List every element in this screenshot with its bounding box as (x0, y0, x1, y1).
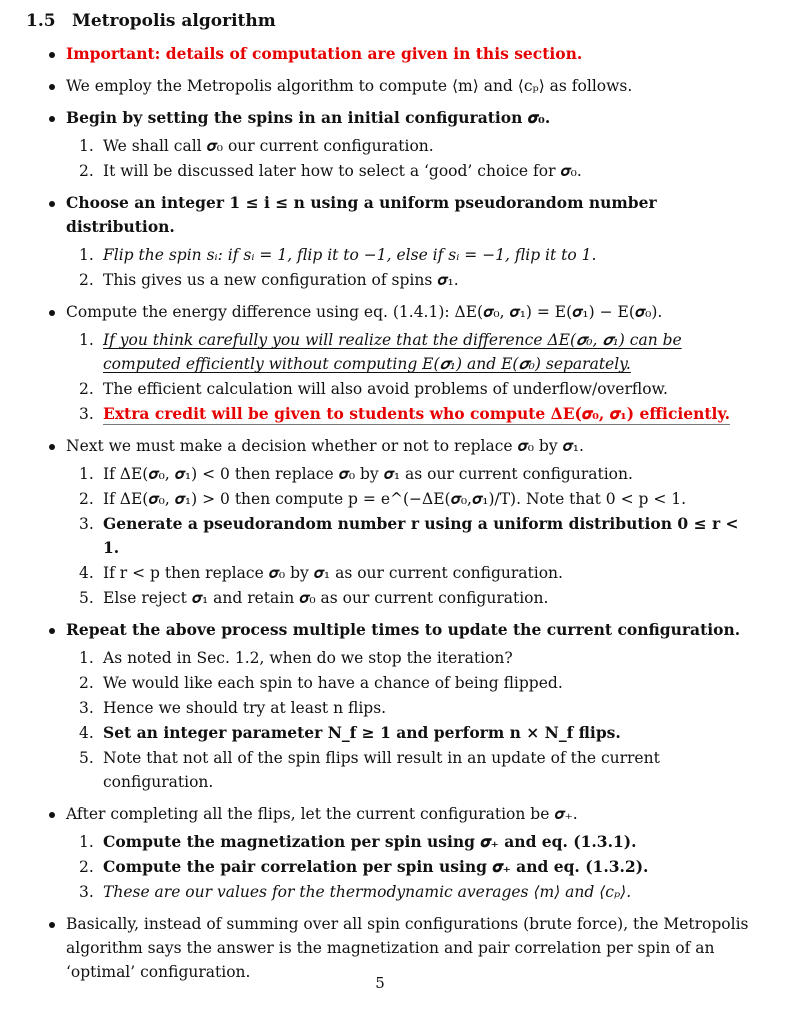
sub-list (66, 243, 756, 292)
sub-list (66, 328, 756, 426)
bullet-list (26, 42, 756, 984)
bullet-text: We employ the Metropolis algorithm to compute ⟨m⟩ and ⟨cₚ⟩ as follows. (66, 77, 633, 95)
list-item: 2. The efficient calculation will also avoid problems of underflow/overflow. (79, 380, 668, 398)
list-item: 4. If r < p then replace 𝝈₀ by 𝝈₁ as our current configuration. (79, 564, 563, 582)
bullet-text: Basically, instead of summing over all spin configurations (brute force), the Metropolis algorithm says the answer is the magnetization and pair correlation per spin of an ‘optimal’ configuration. (66, 915, 749, 981)
list-item: 5. Note that not all of the spin flips will result in an update of the current configuration. (79, 749, 660, 791)
bullet-repeat (26, 618, 756, 794)
document-page (26, 8, 756, 992)
sub-list (66, 646, 756, 794)
list-item: 2. Compute the pair correlation per spin using 𝝈₊ and eq. (1.3.2). (79, 857, 649, 876)
bullet-choose-integer (26, 191, 756, 292)
list-item: 3. Extra credit will be given to students who compute ΔE(𝝈₀, 𝝈₁) efficiently. (79, 404, 731, 423)
section-title: Metropolis algorithm (72, 11, 276, 31)
bullet-text: Begin by setting the spins in an initial configuration 𝝈₀. (66, 108, 551, 127)
bullet-text: Choose an integer 1 ≤ i ≤ n using a uniform pseudorandom number distribution. (66, 193, 657, 236)
list-item: 4. Set an integer parameter N_f ≥ 1 and perform n × N_f flips. (79, 723, 621, 742)
bullet-text: After completing all the flips, let the current configuration be 𝝈₊. (66, 805, 578, 823)
bullet-text: Important: details of computation are given in this section. (66, 44, 583, 63)
list-item: 1. Compute the magnetization per spin using 𝝈₊ and eq. (1.3.1). (79, 832, 637, 851)
sub-list (66, 134, 756, 183)
sub-list (66, 830, 756, 904)
list-item: 3. Generate a pseudorandom number r using a uniform distribution 0 ≤ r < 1. (79, 514, 739, 557)
list-item: 2. This gives us a new configuration of spins 𝝈₁. (79, 271, 459, 289)
list-item: 3. These are our values for the thermodynamic averages ⟨m⟩ and ⟨cₚ⟩. (79, 883, 632, 901)
sub-list (66, 462, 756, 610)
bullet-decision (26, 434, 756, 610)
bullet-text: Next we must make a decision whether or not to replace 𝝈₀ by 𝝈₁. (66, 437, 584, 455)
section-number: 1.5 (26, 11, 56, 31)
list-item: 1. Flip the spin sᵢ: if sᵢ = 1, flip it to −1, else if sᵢ = −1, flip it to 1. (79, 246, 597, 264)
bullet-initial-config (26, 106, 756, 183)
page-number: 5 (375, 974, 385, 992)
bullet-text: Repeat the above process multiple times to update the current configuration. (66, 620, 741, 639)
list-item: 1. If ΔE(𝝈₀, 𝝈₁) < 0 then replace 𝝈₀ by 𝝈₁ as our current configuration. (79, 465, 633, 483)
bullet-energy-difference (26, 300, 756, 426)
list-item: 2. If ΔE(𝝈₀, 𝝈₁) > 0 then compute p = e^(−ΔE(𝝈₀,𝝈₁)/T). Note that 0 < p < 1. (79, 490, 687, 508)
list-item: 5. Else reject 𝝈₁ and retain 𝝈₀ as our current configuration. (79, 589, 549, 607)
list-item: 2. It will be discussed later how to select a ‘good’ choice for 𝝈₀. (79, 162, 582, 180)
list-item: 3. Hence we should try at least n flips. (79, 699, 387, 717)
bullet-overview (26, 74, 756, 98)
list-item: 1. As noted in Sec. 1.2, when do we stop the iteration? (79, 649, 513, 667)
bullet-text: Compute the energy difference using eq. (1.4.1): ΔE(𝝈₀, 𝝈₁) = E(𝝈₁) − E(𝝈₀). (66, 303, 663, 321)
list-item: 1. If you think carefully you will realize that the difference ΔE(𝝈₀, 𝝈₁) can be computed efficiently without computing E(𝝈₁) and E(𝝈₀) separately. (79, 331, 682, 373)
bullet-important (26, 42, 756, 66)
section-heading (26, 8, 756, 34)
list-item: 2. We would like each spin to have a chance of being flipped. (79, 674, 563, 692)
bullet-after-flips (26, 802, 756, 904)
list-item: 1. We shall call 𝝈₀ our current configuration. (79, 137, 434, 155)
